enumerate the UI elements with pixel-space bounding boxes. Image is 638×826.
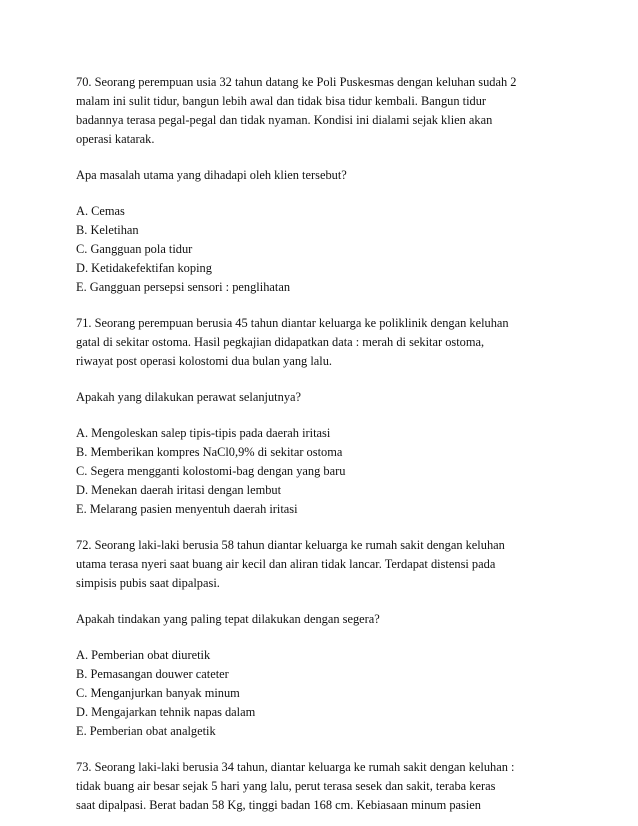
question-stem-line: riwayat post operasi kolostomi dua bulan yang lalu. (76, 354, 333, 368)
question-71 (76, 314, 566, 519)
question-prompt: Apakah tindakan yang paling tepat dilakukan dengan segera? (76, 612, 380, 626)
spacer (76, 185, 566, 202)
question-70 (76, 73, 566, 297)
answer-option-e: E. Pemberian obat analgetik (76, 724, 216, 738)
question-stem-line: operasi katarak. (76, 132, 155, 146)
question-stem-line: saat dipalpasi. Berat badan 58 Kg, tinggi badan 168 cm. Kebiasaan minum pasien (76, 798, 482, 812)
question-stem-line: 70. Seorang perempuan usia 32 tahun datang ke Poli Puskesmas dengan keluhan sudah 2 (76, 75, 517, 89)
spacer (76, 741, 566, 758)
answer-option-e: E. Gangguan persepsi sensori : penglihatan (76, 280, 291, 294)
question-stem-line: badannya terasa pegal-pegal dan tidak nyaman. Kondisi ini dialami sejak klien akan (76, 113, 493, 127)
answer-option-a: A. Cemas (76, 204, 125, 218)
question-prompt: Apakah yang dilakukan perawat selanjutnya? (76, 390, 302, 404)
answer-option-a: A. Pemberian obat diuretik (76, 648, 211, 662)
answer-option-a: A. Mengoleskan salep tipis-tipis pada daerah iritasi (76, 426, 331, 440)
spacer (76, 149, 566, 166)
question-stem-line: tidak buang air besar sejak 5 hari yang lalu, perut terasa sesek dan sakit, teraba keras (76, 779, 496, 793)
question-stem-line: utama terasa nyeri saat buang air kecil dan aliran tidak lancar. Terdapat distensi pada (76, 557, 496, 571)
answer-option-d: D. Ketidakefektifan koping (76, 261, 212, 275)
spacer (76, 371, 566, 388)
question-stem-line: 72. Seorang laki-laki berusia 58 tahun diantar keluarga ke rumah sakit dengan keluhan (76, 538, 505, 552)
question-stem-line: simpisis pubis saat dipalpasi. (76, 576, 220, 590)
document-body (76, 73, 566, 815)
spacer (76, 519, 566, 536)
spacer (76, 629, 566, 646)
question-stem-line: gatal di sekitar ostoma. Hasil pegkajian didapatkan data : merah di sekitar ostoma, (76, 335, 485, 349)
question-stem-line: 71. Seorang perempuan berusia 45 tahun diantar keluarga ke poliklinik dengan keluhan (76, 316, 509, 330)
spacer (76, 407, 566, 424)
question-stem-line: malam ini sulit tidur, bangun lebih awal dan tidak bisa tidur kembali. Bangun tidur (76, 94, 487, 108)
answer-option-d: D. Mengajarkan tehnik napas dalam (76, 705, 256, 719)
answer-option-b: B. Keletihan (76, 223, 139, 237)
question-prompt: Apa masalah utama yang dihadapi oleh klien tersebut? (76, 168, 347, 182)
answer-option-b: B. Memberikan kompres NaCl0,9% di sekitar ostoma (76, 445, 343, 459)
answer-option-d: D. Menekan daerah iritasi dengan lembut (76, 483, 282, 497)
answer-option-c: C. Gangguan pola tidur (76, 242, 193, 256)
answer-option-c: C. Menganjurkan banyak minum (76, 686, 240, 700)
spacer (76, 593, 566, 610)
question-72 (76, 536, 566, 741)
question-73 (76, 758, 566, 815)
answer-option-c: C. Segera mengganti kolostomi-bag dengan yang baru (76, 464, 346, 478)
spacer (76, 297, 566, 314)
answer-option-b: B. Pemasangan douwer cateter (76, 667, 229, 681)
question-stem-line: 73. Seorang laki-laki berusia 34 tahun, diantar keluarga ke rumah sakit dengan keluhan : (76, 760, 515, 774)
answer-option-e: E. Melarang pasien menyentuh daerah iritasi (76, 502, 298, 516)
